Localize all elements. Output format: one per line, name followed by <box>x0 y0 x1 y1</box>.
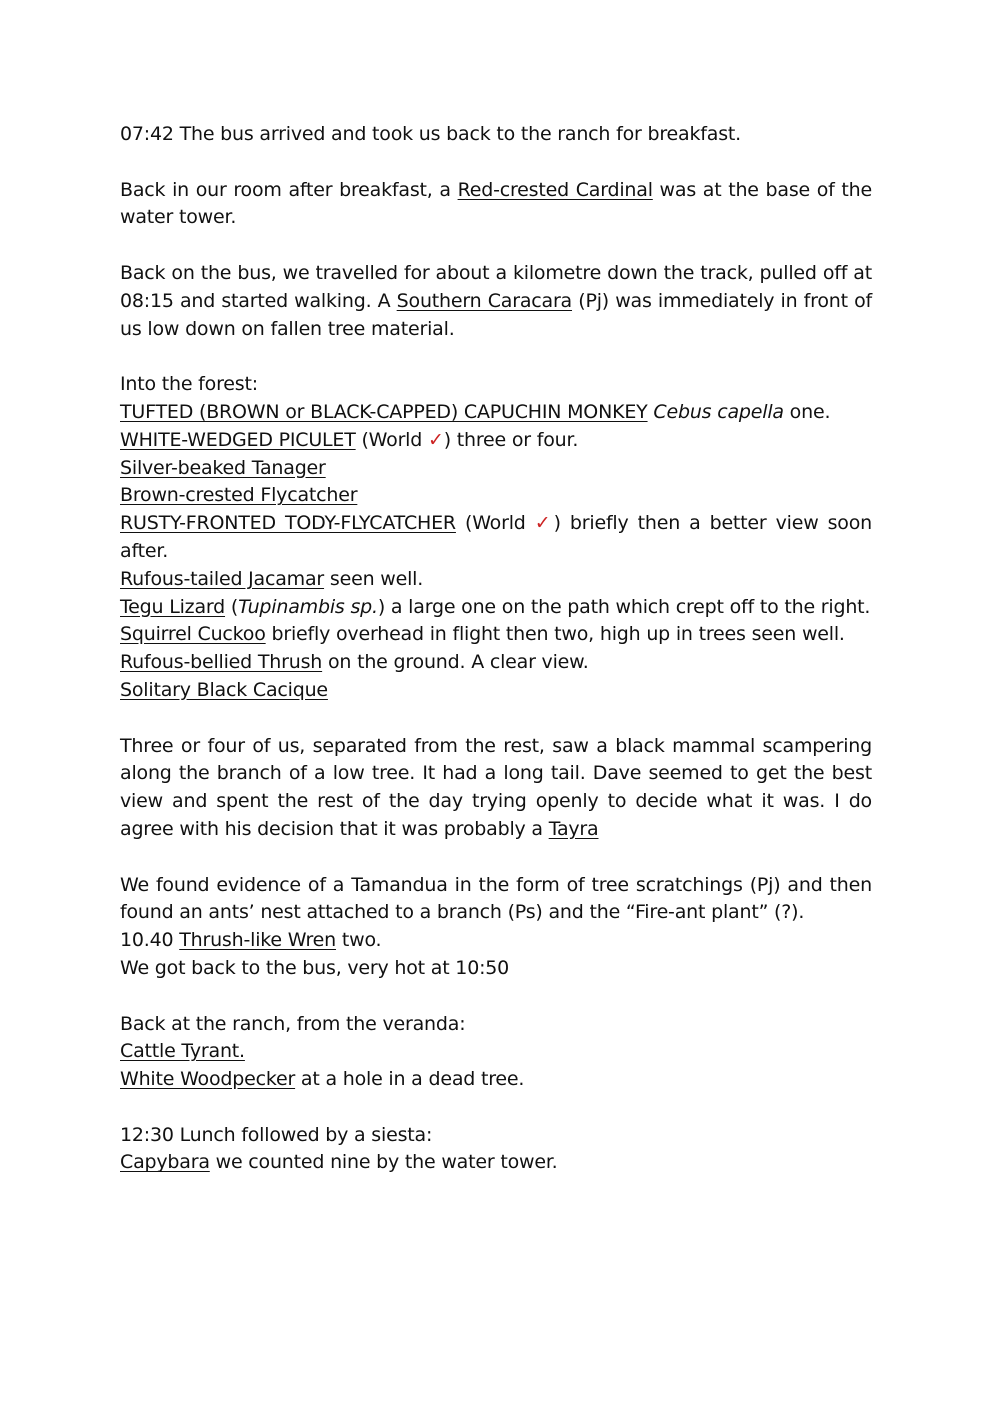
species-name: Rufous-tailed Jacamar <box>120 567 325 590</box>
species-name: TUFTED (BROWN or BLACK-CAPPED) CAPUCHIN MONKEY <box>120 400 648 423</box>
caracara-paragraph <box>120 260 872 343</box>
text: (Pj) was immediately in front of us low down on fallen tree material. <box>120 289 872 340</box>
sighting-entry <box>120 427 872 455</box>
species-name: Rufous-bellied Thrush <box>120 651 323 674</box>
text: on the ground. A clear view. <box>322 651 589 674</box>
veranda-section <box>120 1011 872 1094</box>
species-name: Capybara <box>120 1151 210 1174</box>
species-name: RUSTY-FRONTED TODY-FLYCATCHER <box>120 512 456 535</box>
text: briefly overhead in flight then two, high up in trees seen well. <box>265 623 845 646</box>
check-mark-icon: ✓ <box>534 512 554 535</box>
scientific-name: Cebus capella <box>653 400 784 423</box>
species-name: Tegu Lizard <box>120 595 226 618</box>
sighting-entry <box>120 482 872 510</box>
species-name: Solitary Black Cacique <box>120 678 328 701</box>
sighting-entry <box>120 621 872 649</box>
tamandua-paragraph: We found evidence of a Tamandua in the form of tree scratchings (Pj) and then found an ants’ nest attached to a branch (Ps) and the “Fire-ant plant” (?). <box>120 873 872 924</box>
sighting-entry <box>120 677 872 705</box>
species-name: Red-crested Cardinal <box>457 178 653 201</box>
species-name: Cattle Tyrant. <box>120 1040 245 1063</box>
sighting-entry <box>120 1038 872 1066</box>
cardinal-paragraph <box>120 177 872 233</box>
sighting-entry <box>120 455 872 483</box>
species-name: Thrush-like Wren <box>179 929 337 952</box>
text: Back on the bus, we travelled for about a kilometre down the track, pulled off at 08:15 and started walking. A <box>120 261 872 312</box>
species-name: White Woodpecker <box>120 1068 296 1091</box>
check-mark-icon: ✓ <box>427 428 444 451</box>
text: ( <box>225 595 239 618</box>
section-heading: 12:30 Lunch followed by a siesta: <box>120 1123 433 1146</box>
text: seen well. <box>324 567 424 590</box>
forest-sightings <box>120 371 872 705</box>
text: ) briefly then a better view soon after. <box>120 512 872 562</box>
text: 07:42 The bus arrived and took us back to the ranch for breakfast. <box>120 123 741 145</box>
section-heading: Back at the ranch, from the veranda: <box>120 1012 466 1035</box>
species-name: Southern Caracara <box>396 289 573 312</box>
species-name: Squirrel Cuckoo <box>120 623 266 646</box>
tayra-paragraph <box>120 733 872 844</box>
text: we counted nine by the water tower. <box>209 1151 558 1174</box>
text: ) a large one on the path which crept off to the right. <box>377 595 871 618</box>
species-name: Silver-beaked Tanager <box>120 456 326 479</box>
sighting-entry <box>120 649 872 677</box>
species-name: WHITE-WEDGED PICULET <box>120 428 356 451</box>
text: Back in our room after breakfast, a <box>120 178 458 201</box>
return-to-bus-text: We got back to the bus, very hot at 10:50 <box>120 956 510 979</box>
sighting-entry <box>120 399 872 427</box>
sighting-entry <box>120 510 872 566</box>
sighting-entry <box>120 1149 872 1177</box>
journal-text <box>120 121 872 1177</box>
lunch-section <box>120 1122 872 1178</box>
text: (World <box>455 512 535 535</box>
text: two. <box>336 929 382 952</box>
sighting-entry <box>120 594 872 622</box>
text: one. <box>783 400 831 423</box>
text: was at the base of the water tower. <box>120 178 872 229</box>
section-heading: Into the forest: <box>120 373 258 396</box>
time-text: 10.40 <box>120 929 180 952</box>
bus-arrival-paragraph <box>120 121 872 149</box>
text: (World <box>355 428 428 451</box>
tamandua-section <box>120 872 872 983</box>
species-name: Brown-crested Flycatcher <box>120 484 358 507</box>
text: ) three or four. <box>443 428 579 451</box>
scientific-name: Tupinambis sp. <box>238 595 378 618</box>
text: at a hole in a dead tree. <box>295 1068 525 1091</box>
text: Three or four of us, separated from the rest, saw a black mammal scampering along the branch of a low tree. It had a long tail. Dave seemed to get the best view and spent the rest of the day trying openly to decide what it was. I do agree with his decision that it was probably a <box>120 734 872 840</box>
species-name: Tayra <box>548 817 599 840</box>
sighting-entry <box>120 1066 872 1094</box>
sighting-entry <box>120 927 872 955</box>
sighting-entry <box>120 566 872 594</box>
